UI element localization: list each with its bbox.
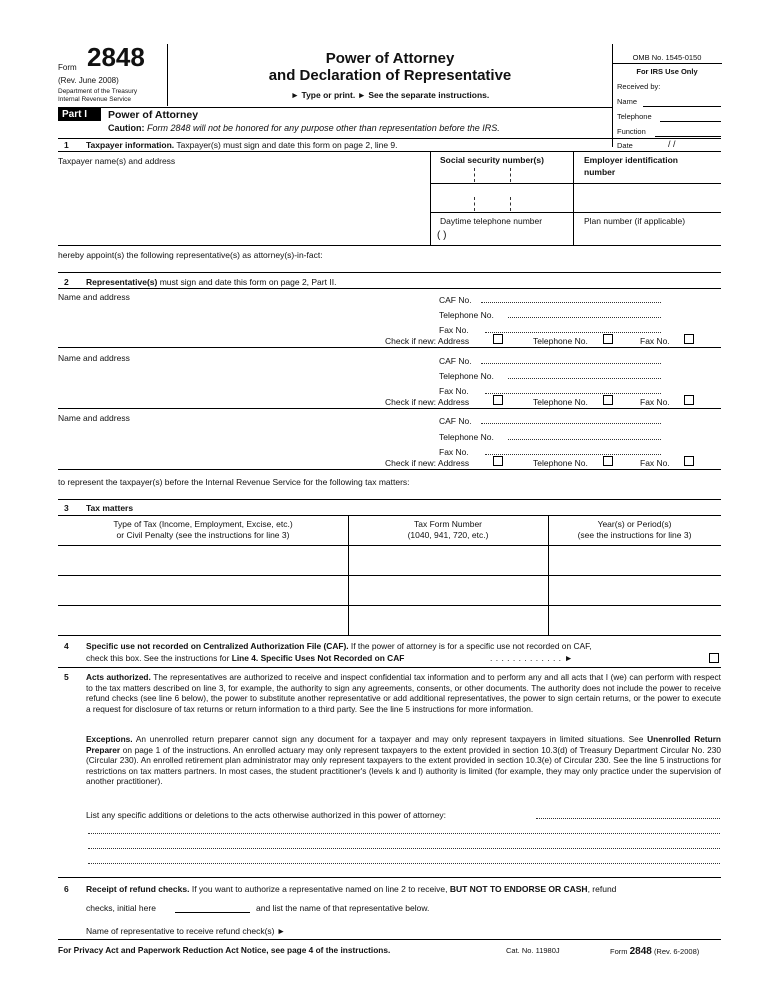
rep3-check-new-address: Check if new: Address xyxy=(385,458,470,468)
tax-matter-row2-form[interactable] xyxy=(349,576,548,605)
ssn2-separator-a xyxy=(474,197,475,211)
omb-number: OMB No. 1545-0150 xyxy=(632,53,702,62)
additions-line-4[interactable] xyxy=(88,863,720,864)
tax-matter-row1-type[interactable] xyxy=(58,546,348,575)
tax-type-header: Type of Tax (Income, Employment, Excise, etc.) or Civil Penalty (see the instructions for line 3) xyxy=(113,519,293,540)
rep1-phone-checkbox[interactable] xyxy=(603,334,613,344)
irs-use-only: For IRS Use Only xyxy=(636,67,698,76)
acts-authorized-paragraph: Acts authorized. The representatives are authorized to receive and inspect confidential tax information and to perform any and all acts that I (we) can perform with respect to the tax matters described on line 3, for example, the authority to sign any agreements, consents, or other documents. The authority does not include the power to receive refund checks (see line 6 below), the power to substitute another representative or add additional representatives, the power to sign certain returns, or the power to execute a request for disclosure of tax returns or return information to a third party. See the line 5 instructions for more information. xyxy=(86,672,721,714)
ein-label-line2: number xyxy=(584,167,616,177)
tax-form-header: Tax Form Number (1040, 941, 720, etc.) xyxy=(407,519,489,540)
irs-function-label: Function xyxy=(617,127,646,136)
daytime-phone-label: Daytime telephone number xyxy=(440,216,543,226)
irs-date-slashes: / / xyxy=(668,139,676,149)
privacy-act-notice: For Privacy Act and Paperwork Reduction Act Notice, see page 4 of the instructions. xyxy=(58,945,391,955)
line4-text2: check this box. See the instructions for Line 4. Specific Uses Not Recorded on CAF xyxy=(86,653,405,663)
part1-title: Power of Attorney xyxy=(108,109,199,121)
additions-line-3[interactable] xyxy=(88,848,720,849)
line6-list-name-text: and list the name of that representative below. xyxy=(256,903,430,913)
rep1-fax-label: Fax No. xyxy=(439,325,469,335)
rep1-caf-label: CAF No. xyxy=(439,295,472,305)
received-by-label: Received by: xyxy=(617,82,661,91)
rep3-check-phone-label: Telephone No. xyxy=(533,458,588,468)
type-print-instructions: ► Type or print. ► See the separate instructions. xyxy=(290,90,490,100)
tax-matter-row1-form[interactable] xyxy=(349,546,548,575)
rep2-address-checkbox[interactable] xyxy=(493,395,503,405)
irs-date-label: Date xyxy=(617,141,633,150)
represent-text: to represent the taxpayer(s) before the Internal Revenue Service for the following tax matters: xyxy=(58,477,410,487)
line4-leader: . . . . . . . . . . . . . ► xyxy=(490,653,574,663)
service-text: Internal Revenue Service xyxy=(58,96,131,103)
line1-number: 1 xyxy=(64,140,69,150)
irs-telephone-label: Telephone xyxy=(617,112,652,121)
refund-representative-name-label: Name of representative to receive refund check(s) ► xyxy=(86,926,286,936)
line1-heading: Taxpayer information. Taxpayer(s) must sign and date this form on page 2, line 9. xyxy=(86,140,398,150)
rep3-fax-label: Fax No. xyxy=(439,447,469,457)
ein-label-line1: Employer identification xyxy=(584,155,678,165)
tax-matter-row3-period[interactable] xyxy=(549,606,721,635)
caf-specific-use-checkbox[interactable] xyxy=(709,653,719,663)
ssn2-separator-b xyxy=(510,197,511,211)
rep1-name-address-label: Name and address xyxy=(58,292,130,302)
ssn1-separator-b xyxy=(510,168,511,182)
rep1-fax-checkbox[interactable] xyxy=(684,334,694,344)
rep3-address-checkbox[interactable] xyxy=(493,456,503,466)
rep1-check-fax-label: Fax No. xyxy=(640,336,670,346)
rep3-caf-label: CAF No. xyxy=(439,416,472,426)
revision-date: (Rev. June 2008) xyxy=(58,76,119,85)
catalog-number: Cat. No. 11980J xyxy=(506,946,560,955)
rep3-check-fax-label: Fax No. xyxy=(640,458,670,468)
line4-number: 4 xyxy=(64,641,69,651)
part1-badge: Part I xyxy=(58,108,101,121)
line2-number: 2 xyxy=(64,277,69,287)
rep1-address-checkbox[interactable] xyxy=(493,334,503,344)
tax-matter-row2-type[interactable] xyxy=(58,576,348,605)
plan-number-label: Plan number (if applicable) xyxy=(584,216,686,226)
line2-heading: Representative(s) must sign and date this form on page 2, Part II. xyxy=(86,277,337,287)
rep1-telephone-label: Telephone No. xyxy=(439,310,494,320)
additions-line-2[interactable] xyxy=(88,833,720,834)
form-title-line1: Power of Attorney xyxy=(325,50,455,67)
rep2-fax-label: Fax No. xyxy=(439,386,469,396)
rep3-phone-checkbox[interactable] xyxy=(603,456,613,466)
rep2-caf-label: CAF No. xyxy=(439,356,472,366)
tax-period-header: Year(s) or Period(s) (see the instructions for line 3) xyxy=(577,519,692,540)
tax-matter-row1-period[interactable] xyxy=(549,546,721,575)
rep2-fax-checkbox[interactable] xyxy=(684,395,694,405)
line5-number: 5 xyxy=(64,672,69,682)
form-label: Form xyxy=(58,63,77,72)
rep2-telephone-label: Telephone No. xyxy=(439,371,494,381)
tax-matter-row2-period[interactable] xyxy=(549,576,721,605)
department-text: Department of the Treasury xyxy=(58,88,138,95)
line3-heading: Tax matters xyxy=(86,503,134,513)
rep2-name-address-label: Name and address xyxy=(58,353,130,363)
rep3-telephone-label: Telephone No. xyxy=(439,432,494,442)
form-title-line2: and Declaration of Representative xyxy=(268,67,512,84)
rep2-check-phone-label: Telephone No. xyxy=(533,397,588,407)
line6-text1: Receipt of refund checks. If you want to authorize a representative named on line 2 to receive, BUT NOT TO ENDORSE OR CASH, refund xyxy=(86,884,617,894)
irs-name-label: Name xyxy=(617,97,638,106)
line4-text: Specific use not recorded on Centralized Authorization File (CAF). If the power of attorney is for a specific use not recorded on CAF, xyxy=(86,641,592,651)
form-number: 2848 xyxy=(87,42,145,72)
ssn-label: Social security number(s) xyxy=(440,155,544,165)
taxpayer-name-address-label: Taxpayer name(s) and address xyxy=(58,156,176,166)
line6-initial-label: checks, initial here xyxy=(86,903,156,913)
ssn1-separator-a xyxy=(474,168,475,182)
refund-initial-line[interactable] xyxy=(175,912,250,913)
rep2-phone-checkbox[interactable] xyxy=(603,395,613,405)
additions-deletions-label: List any specific additions or deletions to the acts otherwise authorized in this power of attorney: xyxy=(86,810,447,820)
line6-number: 6 xyxy=(64,884,69,894)
phone-area-code-parens[interactable]: ( ) xyxy=(437,230,447,241)
rep1-check-phone-label: Telephone No. xyxy=(533,336,588,346)
tax-matter-row3-form[interactable] xyxy=(349,606,548,635)
rep2-check-fax-label: Fax No. xyxy=(640,397,670,407)
tax-matter-row3-type[interactable] xyxy=(58,606,348,635)
rep3-name-address-label: Name and address xyxy=(58,413,130,423)
rep2-check-new-address: Check if new: Address xyxy=(385,397,470,407)
part1-caution: Caution: Form 2848 will not be honored for any purpose other than representation before the IRS. xyxy=(108,123,500,133)
line3-number: 3 xyxy=(64,503,69,513)
additions-line-1[interactable] xyxy=(536,818,720,819)
appoint-text: hereby appoint(s) the following representative(s) as attorney(s)-in-fact: xyxy=(58,250,323,260)
footer-form-id: Form 2848 (Rev. 6-2008) xyxy=(610,946,700,957)
rep1-check-new-address: Check if new: Address xyxy=(385,336,470,346)
rep3-fax-checkbox[interactable] xyxy=(684,456,694,466)
exceptions-paragraph: Exceptions. An unenrolled return preparer cannot sign any document for a taxpayer and may only represent taxpayers in limited situations. See Unenrolled Return Preparer on page 1 of the instructions. An enrolled actuary may only represent taxpayers to the extent provided in section 10.3(d) of Treasury Department Circular No. 230 (Circular 230). An enrolled retirement plan administrator may only represent taxpayers to the extent provided in section 10.3(e) of Circular 230. See the line 5 instructions for restrictions on tax matters partners. In most cases, the student practitioner's (levels k and l) authority is limited (for example, they may only practice under the supervision of another practitioner). xyxy=(86,734,721,787)
